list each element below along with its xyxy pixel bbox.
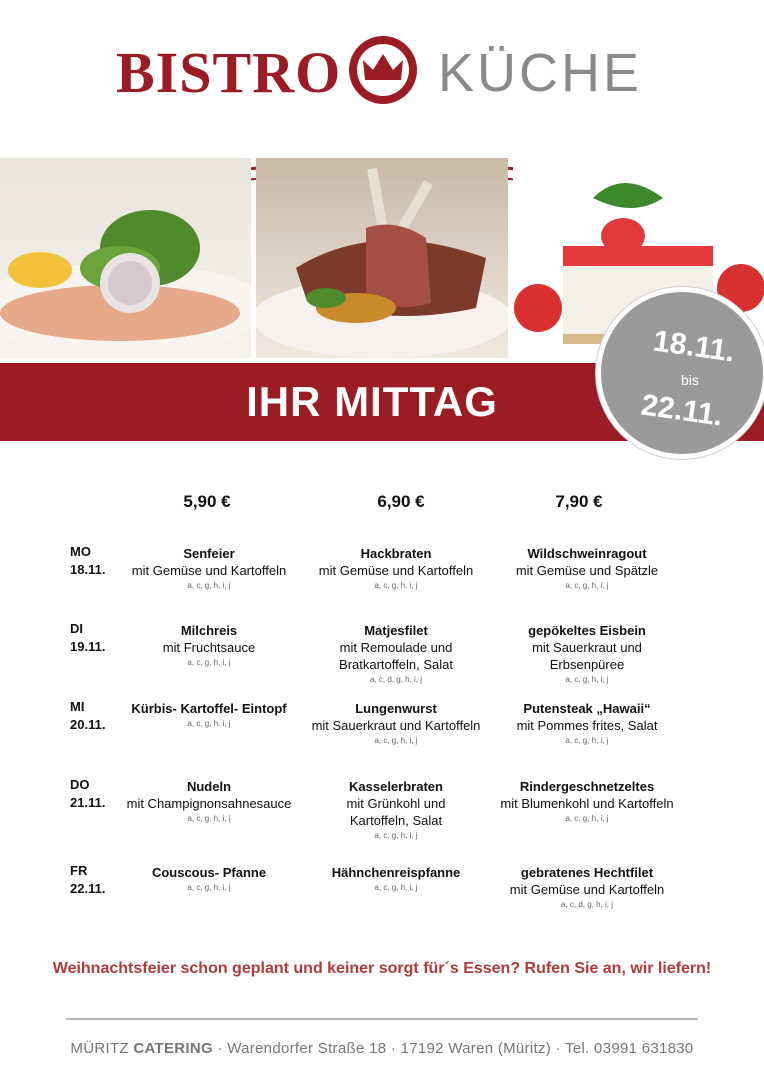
dish-description: mit Gemüse und Kartoffeln bbox=[509, 882, 665, 897]
price-col-2: 6,90 € bbox=[377, 492, 425, 511]
day-name: DO bbox=[70, 777, 90, 792]
photo-carpaccio bbox=[0, 158, 251, 358]
dish-description: Kartoffeln, Salat bbox=[349, 813, 443, 828]
day-label bbox=[70, 620, 105, 656]
day-name: FR bbox=[70, 863, 88, 878]
dish-description: mit Gemüse und Kartoffeln bbox=[318, 563, 474, 578]
dish-name: Hackbraten bbox=[360, 546, 432, 561]
footer-brand-a: MÜRITZ bbox=[70, 1040, 129, 1057]
dish-description: mit Pommes frites, Salat bbox=[516, 718, 658, 733]
logo bbox=[0, 30, 764, 110]
badge-separator: bis bbox=[681, 372, 699, 388]
footer-address: · Warendorfer Straße 18 · 17192 Waren (Müritz) · Tel. 03991 631830 bbox=[217, 1040, 694, 1057]
promo-text: Weihnachtsfeier schon geplant und keiner sorgt für´s Essen? Rufen Sie an, wir liefern! bbox=[52, 960, 712, 977]
dish-allergens: a, c, g, h, i, j bbox=[374, 581, 418, 590]
day-date: 19.11. bbox=[70, 639, 106, 654]
day-name: MI bbox=[70, 699, 85, 714]
dish-allergens: a, c, d, g, h, i, j bbox=[560, 900, 614, 909]
day-label bbox=[70, 543, 105, 579]
dish-allergens: a, c, g, h, i, j bbox=[187, 581, 231, 590]
footer-brand-b: CATERING bbox=[133, 1040, 213, 1057]
dish-name: Matjesfilet bbox=[364, 623, 428, 638]
dish-name: Wildschweinragout bbox=[527, 546, 647, 561]
menu-dish bbox=[482, 700, 692, 747]
day-label bbox=[70, 776, 105, 812]
dish-description: mit Blumenkohl und Kartoffeln bbox=[500, 796, 674, 811]
menu-dish bbox=[291, 622, 501, 686]
price-col-1: 5,90 € bbox=[183, 492, 231, 511]
dish-description: mit Champignonsahnesauce bbox=[126, 796, 292, 811]
dish-description: mit Fruchtsauce bbox=[162, 640, 256, 655]
dish-allergens: a, c, g, h, i, j bbox=[374, 736, 418, 745]
price-col-3: 7,90 € bbox=[555, 492, 603, 511]
dish-name: Hähnchenreispfanne bbox=[331, 865, 461, 880]
photo-lamb-rack bbox=[256, 158, 508, 358]
day-label bbox=[70, 862, 105, 898]
dish-name: Nudeln bbox=[186, 779, 232, 794]
dish-description: mit Gemüse und Spätzle bbox=[515, 563, 659, 578]
dish-description: Erbsenpüree bbox=[549, 657, 625, 672]
dish-description: mit Sauerkraut und bbox=[532, 640, 642, 655]
banner-title: IHR MITTAG bbox=[246, 378, 498, 425]
dish-allergens: a, c, g, h, i, j bbox=[187, 814, 231, 823]
footer-divider bbox=[66, 1018, 698, 1020]
dish-name: Senfeier bbox=[183, 546, 235, 561]
menu-dish bbox=[291, 864, 501, 894]
footer bbox=[0, 1040, 764, 1057]
day-date: 18.11. bbox=[70, 562, 106, 577]
day-date: 22.11. bbox=[70, 881, 106, 896]
dish-allergens: a, c, d, g, h, i, j bbox=[369, 675, 423, 684]
dish-name: Rindergeschnetzeltes bbox=[519, 779, 655, 794]
menu-dish bbox=[104, 778, 314, 825]
dish-allergens: a, c, g, h, i, j bbox=[187, 719, 231, 728]
logo-word-bistro: BISTRO bbox=[116, 40, 342, 105]
dish-allergens: a, c, g, h, i, j bbox=[565, 814, 609, 823]
menu-dish bbox=[482, 864, 692, 911]
dish-description: mit Sauerkraut und Kartoffeln bbox=[311, 718, 481, 733]
dish-name: Lungenwurst bbox=[355, 701, 437, 716]
menu-dish bbox=[104, 545, 314, 592]
dish-allergens: a, c, g, h, i, j bbox=[565, 675, 609, 684]
dish-name: Couscous- Pfanne bbox=[151, 865, 267, 880]
dish-name: Putensteak „Hawaii“ bbox=[523, 701, 651, 716]
dish-allergens: a, c, g, h, i, j bbox=[565, 581, 609, 590]
day-date: 21.11. bbox=[70, 795, 106, 810]
dish-allergens: a, c, g, h, i, j bbox=[187, 883, 231, 892]
dish-name: Kasselerbraten bbox=[349, 779, 443, 794]
menu-dish bbox=[482, 545, 692, 592]
dish-description: mit Gemüse und Kartoffeln bbox=[131, 563, 287, 578]
menu-dish bbox=[104, 622, 314, 669]
dish-allergens: a, c, g, h, i, j bbox=[565, 736, 609, 745]
day-name: DI bbox=[70, 621, 83, 636]
dish-allergens: a, c, g, h, i, j bbox=[374, 831, 418, 840]
dish-name: gebratenes Hechtfilet bbox=[520, 865, 654, 880]
dish-allergens: a, c, g, h, i, j bbox=[374, 883, 418, 892]
dish-name: Kürbis- Kartoffel- Eintopf bbox=[131, 701, 287, 716]
dish-description: Bratkartoffeln, Salat bbox=[339, 657, 453, 672]
day-label bbox=[70, 698, 105, 734]
dish-allergens: a, c, g, h, i, j bbox=[187, 658, 231, 667]
badge-date-to: 22.11. bbox=[639, 388, 725, 433]
menu-dish bbox=[104, 864, 314, 894]
menu-dish bbox=[291, 545, 501, 592]
dish-name: Milchreis bbox=[180, 623, 238, 638]
crown-icon bbox=[347, 34, 419, 106]
menu-dish bbox=[482, 622, 692, 686]
menu-dish bbox=[104, 700, 314, 730]
logo-word-kueche: KÜCHE bbox=[438, 43, 643, 103]
dish-description: mit Remoulade und bbox=[339, 640, 453, 655]
date-badge bbox=[596, 287, 764, 459]
menu-dish bbox=[291, 778, 501, 842]
badge-date-from: 18.11. bbox=[651, 324, 737, 369]
menu-dish bbox=[482, 778, 692, 825]
dish-description: mit Grünkohl und bbox=[346, 796, 446, 811]
day-name: MO bbox=[70, 544, 91, 559]
day-date: 20.11. bbox=[70, 717, 106, 732]
menu-dish bbox=[291, 700, 501, 747]
dish-name: gepökeltes Eisbein bbox=[528, 623, 646, 638]
